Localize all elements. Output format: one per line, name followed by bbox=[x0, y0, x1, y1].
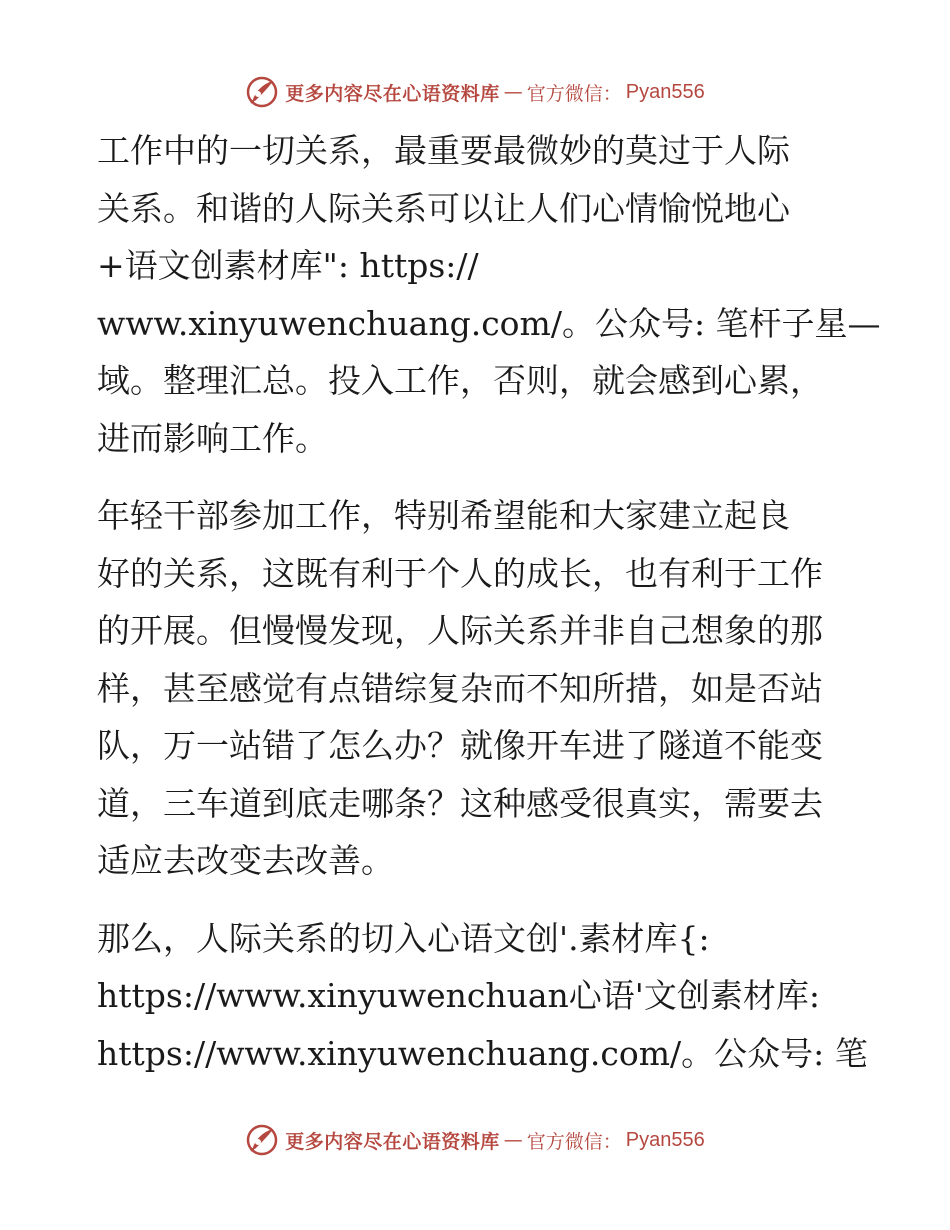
text-line: 域。整理汇总。投入工作，否则，就会感到心累， bbox=[97, 361, 823, 400]
text-line: 工作中的一切关系，最重要最微妙的莫过于人际 bbox=[97, 131, 790, 170]
header-banner bbox=[0, 72, 950, 112]
text-line: https://www.xinyuwenchuang.com/。公众号: 笔 bbox=[97, 1033, 868, 1073]
text-line: 适应去改变去改善。 bbox=[97, 841, 394, 880]
text-line: https://www.xinyuwenchuan心语'文创素材库: bbox=[97, 976, 820, 1015]
text-line: 那么，人际关系的切入心语文创'.素材库{: bbox=[97, 918, 710, 958]
paragraph-3 bbox=[97, 910, 868, 1083]
text-line: 道，三车道到底走哪条？这种感受很真实，需要去 bbox=[97, 783, 823, 823]
text-line: 队，万一站错了怎么办？就像开车进了隧道不能变 bbox=[97, 726, 823, 765]
text-line: 关系。和谐的人际关系可以让人们心情愉悦地心 bbox=[97, 188, 790, 228]
text-line: 样，甚至感觉有点错综复杂而不知所措，如是否站 bbox=[97, 668, 823, 708]
text-line: www.xinyuwenchuang.com/。公众号: 笔杆子星— bbox=[97, 303, 881, 343]
quill-logo-icon bbox=[245, 75, 279, 109]
paragraph-1 bbox=[97, 122, 881, 467]
banner-wechat-id: Pyan556 bbox=[625, 80, 705, 103]
text-line: 好的关系，这既有利于个人的成长，也有利于工作 bbox=[97, 553, 823, 593]
banner-wechat-id: Pyan556 bbox=[625, 1128, 705, 1151]
quill-logo-icon bbox=[245, 1123, 279, 1157]
banner-main-text: 更多内容尽在心语资料库 bbox=[285, 1130, 500, 1153]
banner-wechat-label: 官方微信： bbox=[526, 1130, 622, 1153]
text-line: 的开展。但慢慢发现，人际关系并非自己想象的那 bbox=[97, 611, 823, 650]
document-body bbox=[97, 122, 881, 1102]
text-line: +语文创素材库": https:// bbox=[97, 246, 479, 285]
banner-dash: — bbox=[503, 81, 523, 103]
text-line: 进而影响工作。 bbox=[97, 418, 328, 458]
banner-main-text: 更多内容尽在心语资料库 bbox=[285, 82, 500, 105]
text-line: 年轻干部参加工作，特别希望能和大家建立起良 bbox=[97, 496, 790, 535]
paragraph-2 bbox=[97, 487, 857, 890]
banner-wechat-label: 官方微信： bbox=[526, 82, 622, 105]
banner-dash: — bbox=[503, 1129, 523, 1151]
footer-banner bbox=[0, 1120, 950, 1160]
